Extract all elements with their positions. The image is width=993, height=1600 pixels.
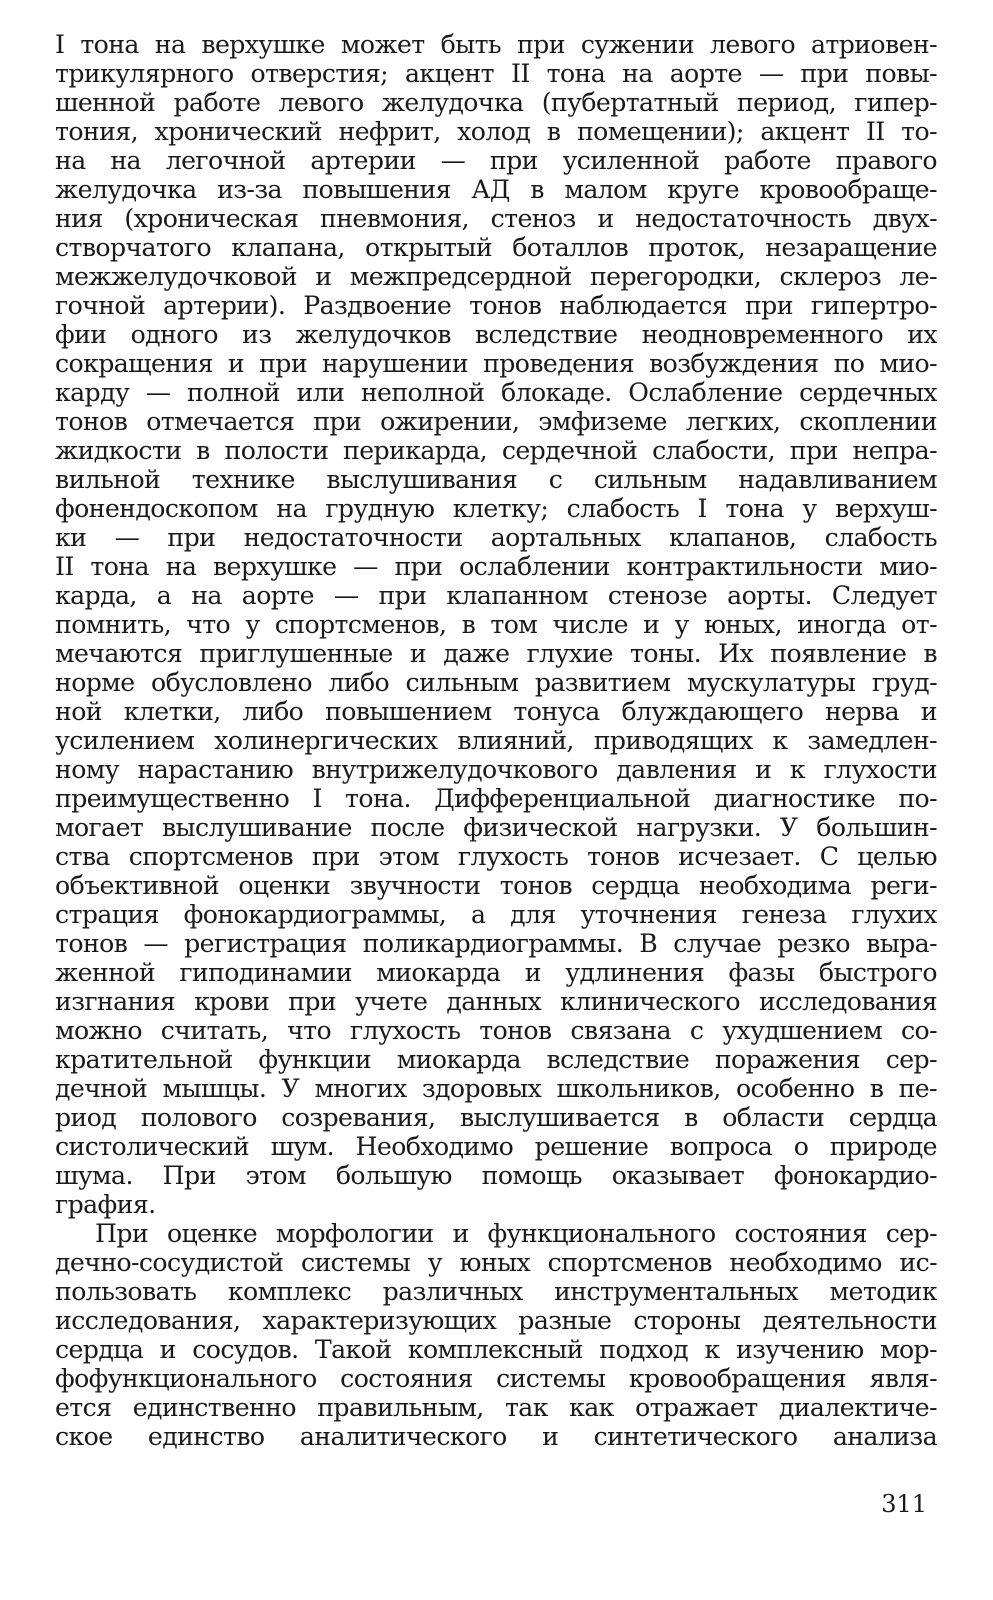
text-line: графия. [55,1190,156,1219]
text-line: тония, хронический нефрит, холод в помещении); акцент II то- [55,117,937,146]
text-line: систолический шум. Необходимо решение вопроса о природе [55,1132,937,1161]
book-page [55,30,937,1570]
text-line: усилением холинергических влияний, приводящих к замедлен- [55,726,937,755]
text-line: помнить, что у спортсменов, в том числе и у юных, иногда от- [55,610,937,639]
text-line: трикулярного отверстия; акцент II тона на аорте — при повы- [55,59,937,88]
text-line: шенной работе левого желудочка (пубертатный период, гипер- [55,88,937,117]
text-line: шума. При этом большую помощь оказывает фонокардио- [55,1161,937,1190]
text-line: риод полового созревания, выслушивается в области сердца [55,1103,937,1132]
text-line: ское единство аналитического и синтетического анализа [55,1422,937,1451]
text-line: ния (хроническая пневмония, стеноз и недостаточность двух- [55,204,937,233]
text-line: мечаются приглушенные и даже глухие тоны. Их появление в [55,639,937,668]
text-line: дечно-сосудистой системы у юных спортсменов необходимо ис- [55,1248,937,1277]
paragraph-2 [55,1219,937,1451]
text-line: женной гиподинамии миокарда и удлинения фазы быстрого [55,958,937,987]
text-line: сокращения и при нарушении проведения возбуждения по мио- [55,349,937,378]
text-line: межжелудочковой и межпредсердной перегородки, склероз ле- [55,262,937,291]
text-line: II тона на верхушке — при ослаблении контрактильности мио- [55,552,937,581]
text-line: ется единственно правильным, так как отражает диалектиче- [55,1393,937,1422]
text-line: фофункционального состояния системы кровообращения явля- [55,1364,937,1393]
text-line: изгнания крови при учете данных клинического исследования [55,987,937,1016]
text-line: сердца и сосудов. Такой комплексный подход к изучению мор- [55,1335,937,1364]
text-line: кратительной функции миокарда вследствие поражения сер- [55,1045,937,1074]
text-line: дечной мышцы. У многих здоровых школьников, особенно в пе- [55,1074,937,1103]
text-line: створчатого клапана, открытый боталлов проток, незаращение [55,233,937,262]
text-line: пользовать комплекс различных инструментальных методик [55,1277,937,1306]
text-line: ной клетки, либо повышением тонуса блуждающего нерва и [55,697,937,726]
text-line: При оценке морфологии и функционального состояния сер- [95,1219,937,1248]
text-line: ки — при недостаточности аортальных клапанов, слабость [55,523,937,552]
text-line: карда, а на аорте — при клапанном стенозе аорты. Следует [55,581,937,610]
text-line: на на легочной артерии — при усиленной работе правого [55,146,937,175]
text-line: могает выслушивание после физической нагрузки. У большин- [55,813,937,842]
text-line: тонов — регистрация поликардиограммы. В случае резко выра- [55,929,937,958]
text-line: страция фонокардиограммы, а для уточнения генеза глухих [55,900,937,929]
text-line: ства спортсменов при этом глухость тонов исчезает. С целью [55,842,937,871]
text-line: ному нарастанию внутрижелудочкового давления и к глухости [55,755,937,784]
text-line: объективной оценки звучности тонов сердца необходима реги- [55,871,937,900]
text-line: фонендоскопом на грудную клетку; слабость I тона у верхуш- [55,494,937,523]
text-line: можно считать, что глухость тонов связана с ухудшением со- [55,1016,937,1045]
text-line: тонов отмечается при ожирении, эмфиземе легких, скоплении [55,407,937,436]
text-line: I тона на верхушке может быть при сужении левого атриовен- [55,30,937,59]
text-line: вильной технике выслушивания с сильным надавливанием [55,465,937,494]
text-line: фии одного из желудочков вследствие неодновременного их [55,320,937,349]
text-line: желудочка из-за повышения АД в малом круге кровообраще- [55,175,937,204]
text-line: преимущественно I тона. Дифференциальной диагностике по- [55,784,937,813]
page-number: 311 [881,1490,927,1518]
text-line: норме обусловлено либо сильным развитием мускулатуры груд- [55,668,937,697]
text-line: карду — полной или неполной блокаде. Ослабление сердечных [55,378,937,407]
text-line: жидкости в полости перикарда, сердечной слабости, при непра- [55,436,937,465]
text-line: исследования, характеризующих разные стороны деятельности [55,1306,937,1335]
paragraph-1 [55,30,937,1219]
text-line: гочной артерии). Раздвоение тонов наблюдается при гипертро- [55,291,937,320]
